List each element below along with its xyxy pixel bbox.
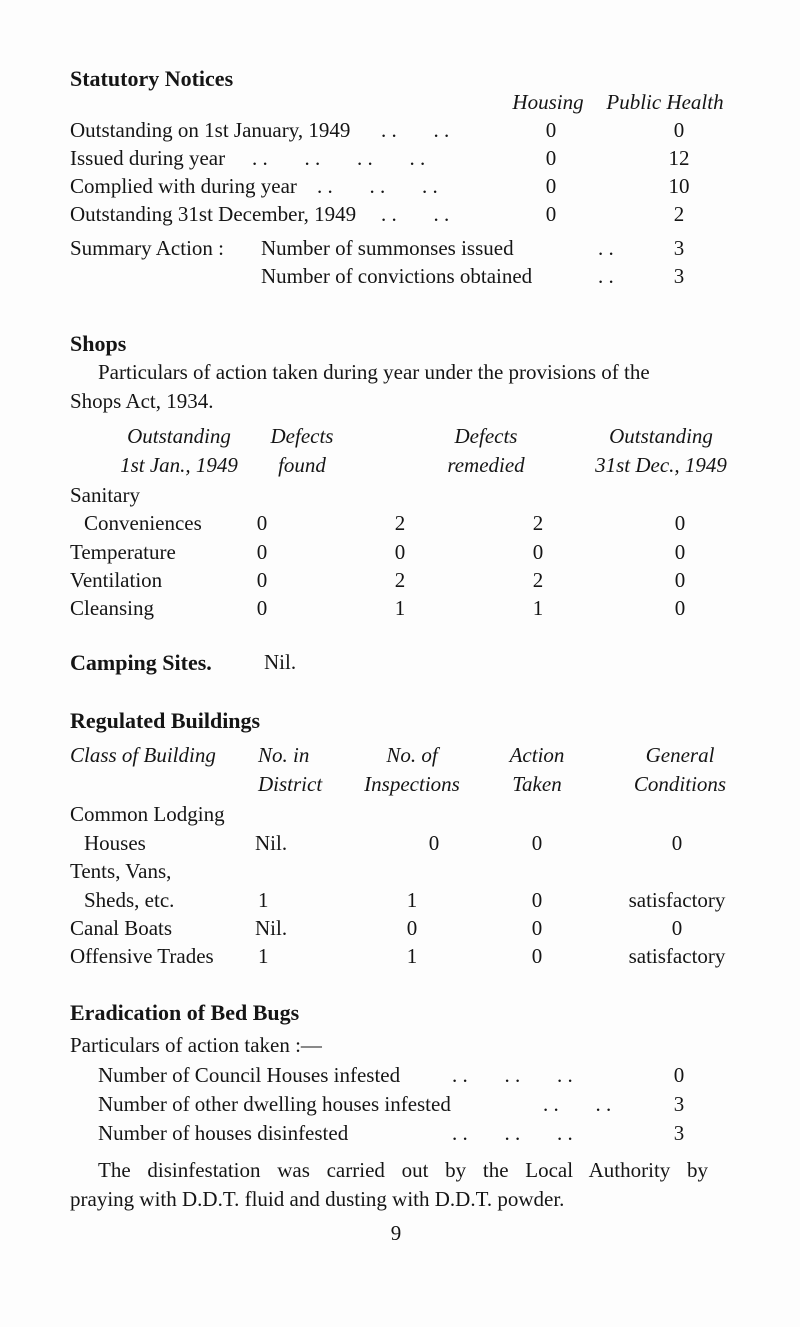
leader-dots: . . . . . .	[452, 1121, 573, 1145]
summary-value: 3	[673, 264, 685, 288]
public-health-column-header: Public Health	[606, 90, 724, 114]
housing-value: 0	[545, 202, 557, 226]
header-general-conditions-sub: Conditions	[633, 772, 727, 796]
shops-value: 0	[674, 511, 686, 535]
shops-value: 0	[256, 568, 268, 592]
header-no-in-district: No. in	[258, 743, 310, 767]
bed-bugs-intro: Particulars of action taken :—	[70, 1033, 322, 1057]
shops-header-defects-found-sub: found	[278, 453, 326, 477]
shops-intro-line: Shops Act, 1934.	[70, 389, 214, 413]
public-health-value: 12	[668, 146, 690, 170]
shops-value: 2	[394, 568, 406, 592]
shops-heading: Shops	[70, 331, 127, 356]
action-taken-value: 0	[531, 831, 543, 855]
regulated-row-label: Houses	[84, 831, 146, 855]
action-taken-value: 0	[531, 888, 543, 912]
statutory-row-label: Outstanding 31st December, 1949	[70, 202, 357, 226]
general-conditions-value: satisfactory	[628, 944, 726, 968]
header-general-conditions: General	[645, 743, 715, 767]
inspections-value: 0	[428, 831, 440, 855]
no-in-district-value: 1	[258, 888, 269, 912]
bed-bugs-row-label: Number of houses disinfested	[98, 1121, 349, 1145]
header-no-of-inspections: No. of	[386, 743, 438, 767]
shops-header-defects-found: Defects	[270, 424, 334, 448]
statutory-row-label: Complied with during year	[70, 174, 297, 198]
housing-value: 0	[545, 174, 557, 198]
general-conditions-value: satisfactory	[628, 888, 726, 912]
shops-row-label: Conveniences	[84, 511, 202, 535]
shops-value: 0	[256, 596, 268, 620]
bed-bugs-row-label: Number of Council Houses infested	[98, 1063, 401, 1087]
leader-dots: . .	[598, 264, 614, 288]
public-health-value: 2	[673, 202, 685, 226]
public-health-value: 10	[668, 174, 690, 198]
shops-value: 0	[394, 540, 406, 564]
housing-value: 0	[545, 118, 557, 142]
summary-action-label: Summary Action :	[70, 236, 224, 260]
shops-header-defects-remedied-sub: remedied	[447, 453, 525, 477]
no-in-district-value: Nil.	[255, 831, 288, 855]
inspections-value: 1	[406, 944, 418, 968]
leader-dots: . . . . . . . .	[252, 146, 426, 170]
public-health-value: 0	[673, 118, 685, 142]
action-taken-value: 0	[531, 944, 543, 968]
shops-value: 2	[394, 511, 406, 535]
shops-header-defects-remedied: Defects	[454, 424, 518, 448]
disinfestation-note-line: praying with D.D.T. fluid and dusting with D.D.T. powder.	[70, 1187, 565, 1211]
regulated-buildings-heading: Regulated Buildings	[70, 708, 261, 733]
shops-value: 2	[532, 568, 544, 592]
shops-row-label-line1: Sanitary	[70, 483, 140, 507]
shops-header-outstanding-jan: Outstanding	[127, 424, 231, 448]
header-no-in-district-sub: District	[258, 772, 323, 796]
header-action-taken: Action	[509, 743, 565, 767]
bed-bugs-row-label: Number of other dwelling houses infested	[98, 1092, 451, 1116]
shops-value: 0	[674, 540, 686, 564]
camping-sites-value: Nil.	[264, 650, 297, 674]
shops-value: 0	[674, 568, 686, 592]
summary-row-label: Number of convictions obtained	[261, 264, 533, 288]
general-conditions-value: 0	[671, 831, 683, 855]
shops-header-outstanding-dec: Outstanding	[609, 424, 713, 448]
shops-value: 1	[394, 596, 406, 620]
shops-value: 0	[674, 596, 686, 620]
shops-value: 0	[256, 511, 268, 535]
no-in-district-value: Nil.	[255, 916, 288, 940]
shops-header-outstanding-jan-date: 1st Jan., 1949	[120, 453, 238, 477]
action-taken-value: 0	[531, 916, 543, 940]
housing-value: 0	[545, 146, 557, 170]
inspections-value: 0	[406, 916, 418, 940]
camping-sites-heading: Camping Sites.	[70, 650, 212, 675]
statutory-row-label: Issued during year	[70, 146, 226, 170]
inspections-value: 1	[406, 888, 418, 912]
disinfestation-note-line: The disinfestation was carried out by the Local Authority by	[98, 1158, 708, 1182]
statutory-notices-heading: Statutory Notices	[70, 66, 234, 91]
regulated-row-label-line1: Tents, Vans,	[70, 859, 172, 883]
summary-row-label: Number of summonses issued	[261, 236, 514, 260]
leader-dots: . . . .	[381, 118, 450, 142]
shops-value: 0	[256, 540, 268, 564]
general-conditions-value: 0	[671, 916, 683, 940]
shops-value: 2	[532, 511, 544, 535]
bed-bugs-heading: Eradication of Bed Bugs	[70, 1000, 300, 1025]
bed-bugs-value: 3	[673, 1121, 685, 1145]
regulated-row-label: Canal Boats	[70, 916, 173, 940]
shops-intro-line: Particulars of action taken during year under the provisions of the	[98, 360, 650, 384]
header-action-taken-sub: Taken	[512, 772, 562, 796]
housing-column-header: Housing	[512, 90, 584, 114]
shops-row-label: Cleansing	[70, 596, 154, 620]
leader-dots: . .	[598, 236, 614, 260]
regulated-row-label: Sheds, etc.	[84, 888, 175, 912]
shops-value: 0	[532, 540, 544, 564]
summary-value: 3	[673, 236, 685, 260]
header-no-of-inspections-sub: Inspections	[364, 772, 460, 796]
shops-row-label: Temperature	[70, 540, 176, 564]
leader-dots: . . . . . .	[317, 174, 438, 198]
shops-header-outstanding-dec-date: 31st Dec., 1949	[595, 453, 727, 477]
shops-value: 1	[532, 596, 544, 620]
leader-dots: . . . .	[543, 1092, 612, 1116]
bed-bugs-value: 3	[673, 1092, 685, 1116]
shops-row-label: Ventilation	[70, 568, 163, 592]
regulated-row-label: Offensive Trades	[70, 944, 214, 968]
bed-bugs-value: 0	[673, 1063, 685, 1087]
statutory-row-label: Outstanding on 1st January, 1949	[70, 118, 351, 142]
leader-dots: . . . . . .	[452, 1063, 573, 1087]
header-class-of-building: Class of Building	[70, 743, 216, 767]
no-in-district-value: 1	[258, 944, 269, 968]
regulated-row-label-line1: Common Lodging	[70, 802, 225, 826]
leader-dots: . . . .	[381, 202, 450, 226]
page-number: 9	[390, 1221, 402, 1245]
